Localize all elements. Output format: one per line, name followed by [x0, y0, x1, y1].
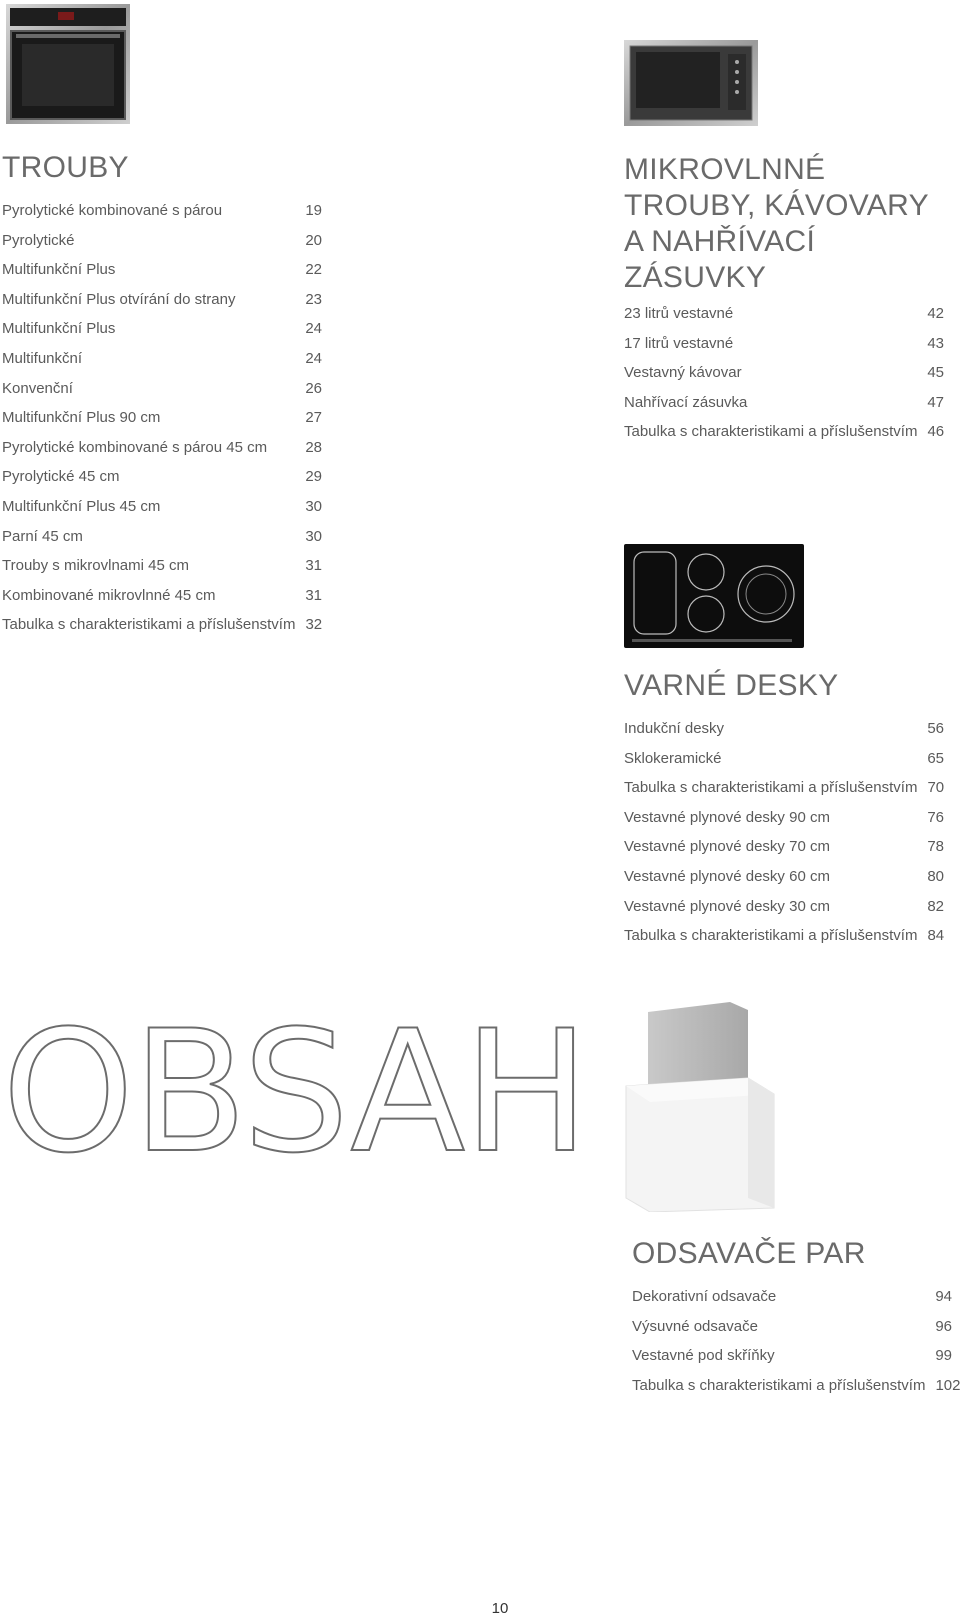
- toc-entry-label: Multifunkční Plus: [2, 261, 116, 279]
- toc-entry[interactable]: [632, 1282, 952, 1312]
- page-title: OBSAH: [2, 994, 588, 1190]
- toc-entry-label: Konvenční: [2, 379, 73, 397]
- toc-entry[interactable]: [632, 1341, 952, 1371]
- toc-entry[interactable]: [624, 862, 944, 892]
- toc-entry-page: 94: [935, 1288, 952, 1305]
- toc-entry-label: Vestavné plynové desky 60 cm: [624, 867, 830, 885]
- toc-entry[interactable]: [624, 803, 944, 833]
- toc-entry-page: 27: [305, 409, 322, 427]
- toc-entry-page: 24: [305, 349, 322, 367]
- section-title-line: A NAHŘÍVACÍ: [624, 225, 816, 258]
- toc-entry-page: 30: [305, 497, 322, 515]
- toc-entry-label: Výsuvné odsavače: [632, 1317, 758, 1335]
- toc-list-trouby: [2, 196, 322, 640]
- toc-entry[interactable]: [2, 344, 322, 374]
- toc-entry[interactable]: [624, 299, 944, 329]
- toc-entry-page: 56: [927, 720, 944, 737]
- toc-entry-label: Nahřívací zásuvka: [624, 393, 748, 411]
- toc-entry-page: 31: [305, 586, 322, 604]
- toc-entry-page: 19: [305, 202, 322, 219]
- page-number: 10: [491, 1600, 509, 1617]
- toc-entry-page: 20: [305, 231, 322, 249]
- section-title-line: TROUBY, KÁVOVARY: [624, 189, 929, 222]
- toc-entry[interactable]: [624, 417, 944, 447]
- toc-entry[interactable]: [624, 892, 944, 922]
- toc-entry-page: 78: [927, 838, 944, 856]
- toc-entry[interactable]: [2, 492, 322, 522]
- toc-entry[interactable]: [2, 374, 322, 404]
- toc-entry[interactable]: [2, 581, 322, 611]
- toc-entry[interactable]: [2, 403, 322, 433]
- toc-entry-page: 24: [305, 320, 322, 338]
- toc-entry-label: Sklokeramické: [624, 749, 722, 767]
- toc-entry-page: 99: [935, 1347, 952, 1365]
- toc-entry-page: 96: [935, 1317, 952, 1335]
- toc-entry[interactable]: [2, 255, 322, 285]
- toc-entry[interactable]: [2, 285, 322, 315]
- toc-entry-label: Multifunkční Plus 45 cm: [2, 497, 161, 515]
- toc-entry-page: 80: [927, 867, 944, 885]
- toc-entry-label: Vestavný kávovar: [624, 364, 742, 382]
- toc-entry-page: 31: [305, 557, 322, 575]
- toc-entry[interactable]: [2, 196, 322, 226]
- toc-entry-label: Tabulka s charakteristikami a příslušenstvím: [2, 616, 296, 634]
- toc-entry-page: 29: [305, 468, 322, 486]
- toc-entry-label: 17 litrů vestavné: [624, 334, 734, 352]
- toc-entry-page: 82: [927, 897, 944, 915]
- toc-entry-label: Pyrolytické: [2, 231, 75, 249]
- toc-entry[interactable]: [624, 832, 944, 862]
- toc-entry-label: Dekorativní odsavače: [632, 1288, 777, 1305]
- toc-entry[interactable]: [2, 551, 322, 581]
- toc-entry-page: 45: [927, 364, 944, 382]
- toc-entry-label: 23 litrů vestavné: [624, 305, 734, 322]
- toc-entry-label: Parní 45 cm: [2, 527, 83, 545]
- toc-entry-label: Vestavné plynové desky 70 cm: [624, 838, 830, 856]
- toc-entry-page: 102: [935, 1376, 960, 1394]
- toc-entry[interactable]: [2, 314, 322, 344]
- toc-entry-label: Tabulka s charakteristikami a příslušenstvím: [624, 927, 918, 945]
- toc-entry-label: Indukční desky: [624, 720, 725, 737]
- toc-entry-label: Trouby s mikrovlnami 45 cm: [2, 557, 189, 575]
- toc-entry[interactable]: [624, 921, 944, 951]
- section-title-line: ZÁSUVKY: [624, 261, 767, 294]
- toc-entry[interactable]: [624, 388, 944, 418]
- toc-entry-label: Multifunkční Plus: [2, 320, 116, 338]
- toc-entry-label: Vestavné plynové desky 30 cm: [624, 897, 830, 915]
- toc-entry-page: 23: [305, 290, 322, 308]
- toc-entry-page: 22: [305, 261, 322, 279]
- toc-entry-label: Vestavné plynové desky 90 cm: [624, 808, 830, 826]
- toc-entry[interactable]: [2, 433, 322, 463]
- section-title-trouby: TROUBY: [2, 151, 129, 184]
- toc-entry-page: 47: [927, 393, 944, 411]
- cooker-hood-image: [598, 1002, 810, 1212]
- toc-entry-label: Tabulka s charakteristikami a příslušenstvím: [624, 423, 918, 441]
- toc-entry-page: 30: [305, 527, 322, 545]
- toc-entry[interactable]: [624, 358, 944, 388]
- toc-entry[interactable]: [2, 462, 322, 492]
- toc-entry[interactable]: [624, 773, 944, 803]
- toc-entry-page: 70: [927, 779, 945, 797]
- section-title-odsavace: ODSAVAČE PAR: [632, 1237, 866, 1270]
- toc-entry[interactable]: [632, 1312, 952, 1342]
- toc-entry-page: 43: [927, 334, 944, 352]
- toc-entry-label: Tabulka s charakteristikami a příslušenstvím: [632, 1376, 926, 1394]
- toc-entry[interactable]: [624, 744, 944, 774]
- toc-entry-page: 28: [305, 438, 322, 456]
- toc-entry-page: 65: [927, 749, 944, 767]
- toc-entry[interactable]: [2, 226, 322, 256]
- toc-list-varne-desky: [624, 714, 944, 951]
- microwave-image: [624, 40, 758, 126]
- toc-entry-label: Pyrolytické 45 cm: [2, 468, 120, 486]
- toc-entry[interactable]: [2, 610, 322, 640]
- toc-list-mikrovlnne: [624, 299, 944, 447]
- toc-entry-page: 26: [305, 379, 322, 397]
- toc-entry-label: Pyrolytické kombinované s párou 45 cm: [2, 438, 268, 456]
- toc-entry-label: Pyrolytické kombinované s párou: [2, 202, 223, 219]
- section-title-mikrovlnne: [624, 152, 929, 296]
- section-title-varne-desky: VARNÉ DESKY: [624, 669, 839, 702]
- induction-hob-image: [624, 544, 804, 648]
- oven-image: [6, 4, 130, 124]
- toc-entry-page: 76: [927, 808, 944, 826]
- toc-entry-page: 84: [927, 927, 945, 945]
- toc-entry-label: Kombinované mikrovlnné 45 cm: [2, 586, 216, 604]
- toc-entry[interactable]: [624, 714, 944, 744]
- toc-entry-page: 42: [927, 305, 944, 322]
- toc-entry[interactable]: [624, 329, 944, 359]
- toc-entry-label: Vestavné pod skříňky: [632, 1347, 775, 1365]
- toc-entry[interactable]: [2, 522, 322, 552]
- toc-list-odsavace: [632, 1282, 960, 1400]
- toc-entry-label: Tabulka s charakteristikami a příslušenstvím: [624, 779, 918, 797]
- toc-entry-label: Multifunkční Plus otvírání do strany: [2, 290, 236, 308]
- toc-entry-page: 32: [305, 616, 323, 634]
- section-title-line: MIKROVLNNÉ: [624, 153, 826, 186]
- toc-entry-label: Multifunkční: [2, 349, 83, 367]
- toc-entry[interactable]: [632, 1371, 960, 1401]
- toc-entry-label: Multifunkční Plus 90 cm: [2, 409, 161, 427]
- toc-entry-page: 46: [927, 423, 945, 441]
